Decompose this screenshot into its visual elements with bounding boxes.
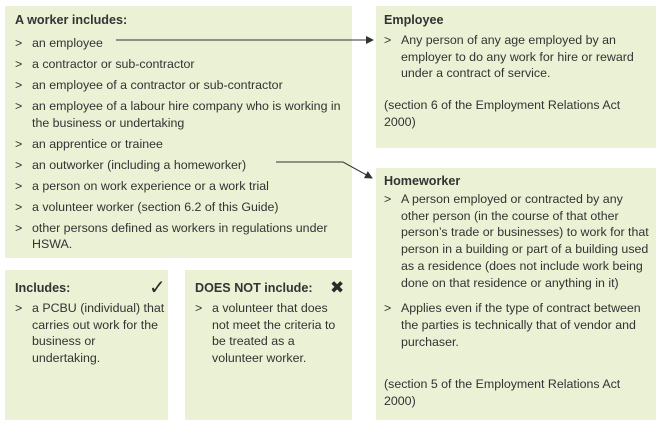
employee-title: Employee (384, 13, 444, 27)
bullet-arrow-icon: > (15, 199, 23, 214)
bullet-arrow-icon: > (15, 178, 23, 193)
excludes-title: DOES NOT include: (195, 281, 313, 295)
homeworker-item-contract-type: > Applies even if the type of contract between the parties is technically that of vendor and purchaser. (384, 301, 641, 349)
bullet-arrow-icon: > (384, 192, 392, 206)
homeworker-title: Homeworker (384, 174, 461, 188)
bullet-arrow-icon: > (15, 301, 23, 315)
cross-icon: ✖ (330, 278, 345, 297)
employee-source-note: (section 6 of the Employment Relations Act 2000) (384, 98, 621, 129)
includes-item: > a PCBU (individual) that carries out work for the business or undertaking. (15, 301, 165, 366)
homeworker-item-definition: > A person employed or contracted by any other person (in the course of that other person’s trade or businesses) to work for that person in a building or part of a building used as a residence (does not include work being done on that residence or anything in it) (384, 192, 649, 290)
worker-item-apprentice: > an apprentice or trainee (15, 136, 163, 151)
worker-item-contractor: > a contractor or sub-contractor (15, 57, 195, 71)
bullet-arrow-icon: > (15, 36, 23, 50)
worker-item-volunteer: > a volunteer worker (section 6.2 of this Guide) (15, 199, 279, 214)
worker-title: A worker includes: (15, 13, 128, 27)
worker-item-outworker: > an outworker (including a homeworker) (15, 157, 247, 172)
homeworker-source-note: (section 5 of the Employment Relations Act 2000) (384, 377, 621, 408)
includes-title: Includes: (15, 281, 71, 295)
worker-item-other: > other persons defined as workers in regulations under HSWA. (15, 220, 328, 252)
bullet-arrow-icon: > (15, 136, 23, 151)
worker-item-labour-hire: > an employee of a labour hire company who is working in the business or undertaking (15, 99, 341, 130)
worker-item-work-experience: > a person on work experience or a work trial (15, 178, 269, 193)
bullet-arrow-icon: > (15, 99, 23, 113)
bullet-arrow-icon: > (384, 301, 392, 316)
bullet-arrow-icon: > (15, 78, 23, 92)
excludes-item: > a volunteer that does not meet the criteria to be treated as a volunteer worker. (195, 301, 336, 366)
bullet-arrow-icon: > (15, 57, 23, 71)
bullet-arrow-icon: > (15, 157, 23, 172)
bullet-arrow-icon: > (384, 33, 392, 47)
homeworker-connector-arrow (276, 162, 372, 178)
worker-item-contractor-employee: > an employee of a contractor or sub-contractor (15, 78, 283, 92)
checkmark-icon: ✓ (149, 277, 166, 299)
employee-item: > Any person of any age employed by an employer to do any work for hire or reward under a contract of service. (384, 33, 634, 81)
worker-item-employee: > an employee (15, 36, 103, 50)
bullet-arrow-icon: > (15, 220, 23, 235)
bullet-arrow-icon: > (195, 301, 203, 315)
